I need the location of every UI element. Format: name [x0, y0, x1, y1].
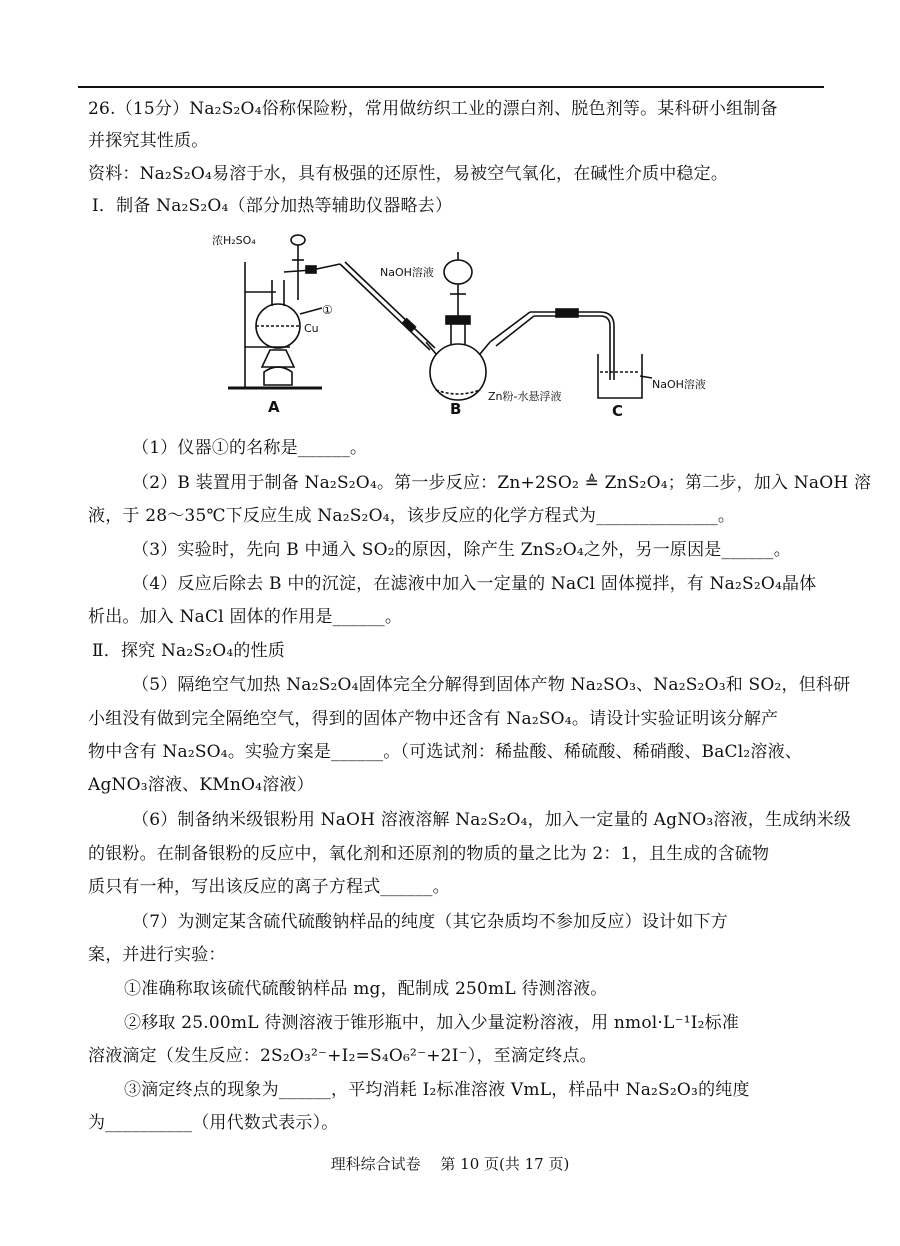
page-footer: 理科综合试卷 第 10 页(共 17 页)	[330, 1155, 570, 1173]
subquestion-7-line-2: 案，并进行实验：	[88, 945, 226, 965]
subquestion-7-line-1: （7）为测定某含硫代硫酸钠样品的纯度（其它杂质均不参加反应）设计如下方	[132, 912, 728, 932]
section-1-title: Ⅰ．制备 Na₂S₂O₄（部分加热等辅助仪器略去）	[92, 196, 453, 216]
apparatus-diagram	[200, 222, 710, 422]
top-rule	[78, 86, 824, 88]
subquestion-5-line-4: AgNO₃溶液、KMnO₄溶液）	[88, 775, 314, 795]
label-circle-1: ①	[322, 303, 333, 317]
subquestion-5-line-1: （5）隔绝空气加热 Na₂S₂O₄固体完全分解得到固体产物 Na₂SO₃、Na₂S₂O₃和 SO₂，但科研	[132, 675, 851, 695]
subquestion-7-step-1: ①准确称取该硫代硫酸钠样品 mg，配制成 250mL 待测溶液。	[124, 979, 608, 999]
alcohol-lamp	[262, 350, 294, 367]
subquestion-6-line-2: 的银粉。在制备银粉的反应中，氧化剂和还原剂的物质的量之比为 2：1，且生成的含硫物	[88, 844, 770, 864]
label-a: A	[268, 398, 280, 416]
reference-info: 资料：Na₂S₂O₄易溶于水，具有极强的还原性，易被空气氧化，在碱性介质中稳定。	[88, 164, 729, 184]
subquestion-5-line-2: 小组没有做到完全隔绝空气，得到的固体产物中还含有 Na₂SO₄。请设计实验证明该分解产	[88, 709, 779, 729]
question-intro-line-1: 26.（15分）Na₂S₂O₄俗称保险粉，常用做纺织工业的漂白剂、脱色剂等。某科研小组制备	[88, 99, 778, 119]
label-conc-h2so4: 浓H₂SO₄	[212, 234, 256, 247]
dropping-funnel-a	[291, 235, 305, 245]
subquestion-4-line-2: 析出。加入 NaCl 固体的作用是______。	[88, 607, 403, 627]
subquestion-4-line-1: （4）反应后除去 B 中的沉淀，在滤液中加入一定量的 NaCl 固体搅拌，有 Na₂S₂O₄晶体	[132, 574, 817, 594]
question-intro-line-2: 并探究其性质。	[88, 131, 209, 151]
subquestion-2-line-2: 液，于 28～35℃下反应生成 Na₂S₂O₄，该步反应的化学方程式为______________。	[88, 506, 736, 526]
subquestion-5-line-3: 物中含有 Na₂SO₄。实验方案是______。（可选试剂：稀盐酸、稀硫酸、稀硝酸、BaCl₂溶液、	[88, 742, 803, 762]
label-cu: Cu	[304, 322, 319, 335]
label-naoh-beaker: NaOH溶液	[652, 378, 706, 391]
subquestion-7-step-3: ③滴定终点的现象为______，平均消耗 I₂标准溶液 VmL，样品中 Na₂S₂O₃的纯度	[124, 1080, 750, 1100]
label-naoh-funnel: NaOH溶液	[380, 266, 434, 279]
subquestion-7-step-2: ②移取 25.00mL 待测溶液于锥形瓶中，加入少量淀粉溶液，用 nmol·L⁻¹I₂标准	[124, 1013, 740, 1033]
beaker-c	[598, 354, 642, 398]
label-b: B	[450, 400, 462, 418]
subquestion-6-line-3: 质只有一种，写出该反应的离子方程式______。	[88, 877, 450, 897]
subquestion-2-line-1: （2）B 装置用于制备 Na₂S₂O₄。第一步反应：Zn+2SO₂ ≜ ZnS₂O₄；第二步，加入 NaOH 溶	[132, 473, 872, 493]
label-zn-suspension: Zn粉-水悬浮液	[488, 390, 562, 403]
apparatus-figure	[200, 222, 710, 422]
subquestion-7-step-2-cont: 溶液滴定（发生反应：2S₂O₃²⁻+I₂=S₄O₆²⁻+2I⁻），至滴定终点。	[88, 1046, 597, 1066]
section-2-title: Ⅱ．探究 Na₂S₂O₄的性质	[92, 641, 285, 661]
subquestion-1: （1）仪器①的名称是______。	[132, 438, 368, 458]
subquestion-6-line-1: （6）制备纳米级银粉用 NaOH 溶液溶解 Na₂S₂O₄，加入一定量的 AgNO₃溶液，生成纳米级	[132, 810, 852, 830]
subquestion-7-step-3-cont: 为__________（用代数式表示）。	[88, 1113, 339, 1133]
subquestion-3: （3）实验时，先向 B 中通入 SO₂的原因，除产生 ZnS₂O₄之外，另一原因是______。	[132, 540, 791, 560]
dropping-funnel-b	[444, 260, 472, 284]
label-c: C	[612, 402, 624, 420]
